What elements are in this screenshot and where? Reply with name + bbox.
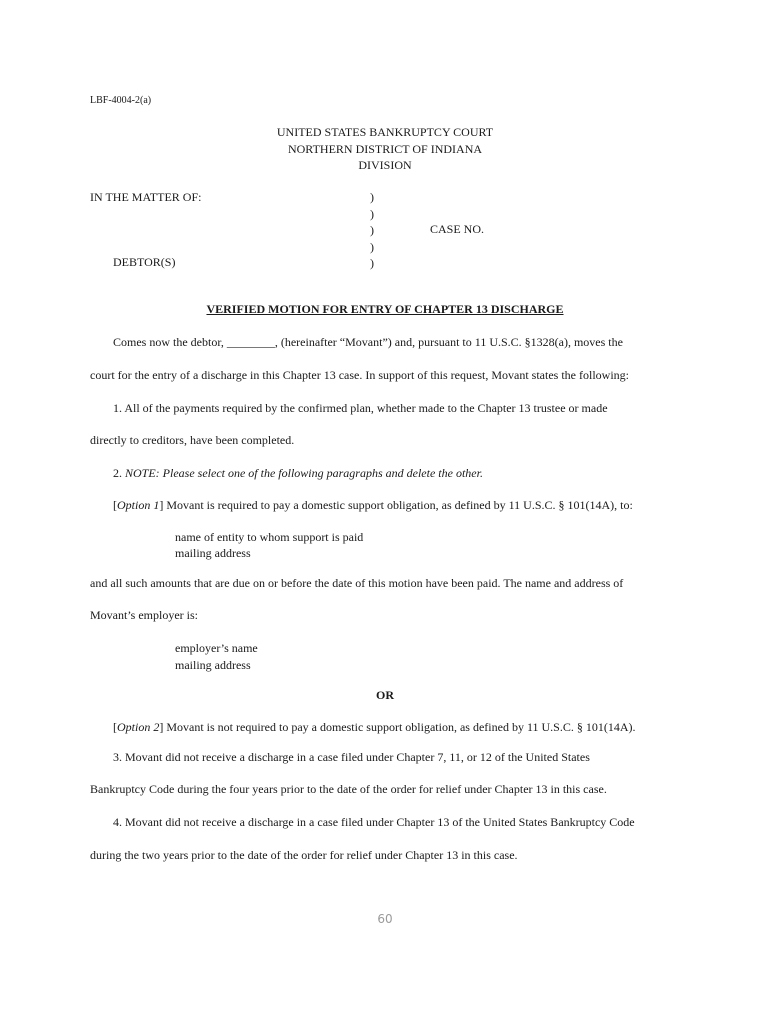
intro-line-2: court for the entry of a discharge in this Chapter 13 case. In support of this request, Movant states the following: xyxy=(90,368,629,382)
caption-parens xyxy=(370,189,374,272)
option-2-label: Option 2 xyxy=(117,720,160,734)
support-entity-name: name of entity to whom support is paid xyxy=(175,530,364,544)
paragraph-3-line-1: 3. Movant did not receive a discharge in a case filed under Chapter 7, 11, or 12 of the United States xyxy=(113,750,590,764)
caption-paren: ) xyxy=(370,223,374,237)
or-separator: OR xyxy=(376,688,394,702)
paragraph-1-line-1: 1. All of the payments required by the confirmed plan, whether made to the Chapter 13 trustee or made xyxy=(113,401,608,415)
option-1-text: ] Movant is required to pay a domestic support obligation, as defined by 11 U.S.C. § 101(14A), to: xyxy=(159,498,633,512)
caption-paren: ) xyxy=(370,239,374,254)
option-2-bracket: [ xyxy=(113,720,117,734)
paragraph-4-line-1: 4. Movant did not receive a discharge in a case filed under Chapter 13 of the United States Bankruptcy Code xyxy=(113,815,635,829)
paragraph-1-line-2: directly to creditors, have been completed. xyxy=(90,433,295,447)
option-1-line xyxy=(113,498,633,512)
caption-paren: ) xyxy=(370,190,374,204)
debtors-label: DEBTOR(S) xyxy=(113,255,176,269)
court-name: UNITED STATES BANKRUPTCY COURT xyxy=(276,125,494,139)
support-mailing-address: mailing address xyxy=(175,546,251,560)
intro-line-1: Comes now the debtor, ________, (hereinafter “Movant”) and, pursuant to 11 U.S.C. §1328(a), moves the xyxy=(113,335,623,349)
paragraph-2 xyxy=(113,466,483,480)
paragraph-3-line-2: Bankruptcy Code during the four years prior to the date of the order for relief under Chapter 13 in this case. xyxy=(90,782,607,796)
option-2-text: ] Movant is not required to pay a domestic support obligation, as defined by 11 U.S.C. § 101(14A). xyxy=(159,720,636,734)
court-district: NORTHERN DISTRICT OF INDIANA xyxy=(287,142,483,156)
employer-mailing-address: mailing address xyxy=(175,658,251,672)
option-1-label: Option 1 xyxy=(117,498,160,512)
caption-paren: ) xyxy=(370,256,374,270)
document-title: VERIFIED MOTION FOR ENTRY OF CHAPTER 13 DISCHARGE xyxy=(206,302,564,316)
court-division: DIVISION xyxy=(358,158,412,172)
page-number: 60 xyxy=(377,912,393,926)
caption-paren: ) xyxy=(370,206,374,221)
option-1-continued-line-1: and all such amounts that are due on or before the date of this motion have been paid. The name and address of xyxy=(90,576,624,590)
form-id: LBF-4004-2(a) xyxy=(90,95,152,106)
paragraph-2-note: NOTE: Please select one of the following paragraphs and delete the other. xyxy=(125,466,483,480)
option-1-bracket: [ xyxy=(113,498,117,512)
case-no-label: CASE NO. xyxy=(430,222,485,236)
option-1-continued-line-2: Movant’s employer is: xyxy=(90,608,198,622)
paragraph-2-number: 2. xyxy=(113,466,122,480)
option-2-line xyxy=(113,720,636,734)
paragraph-4-line-2: during the two years prior to the date of the order for relief under Chapter 13 in this case. xyxy=(90,848,518,862)
in-the-matter-label: IN THE MATTER OF: xyxy=(90,190,202,204)
employer-name: employer’s name xyxy=(175,641,258,655)
